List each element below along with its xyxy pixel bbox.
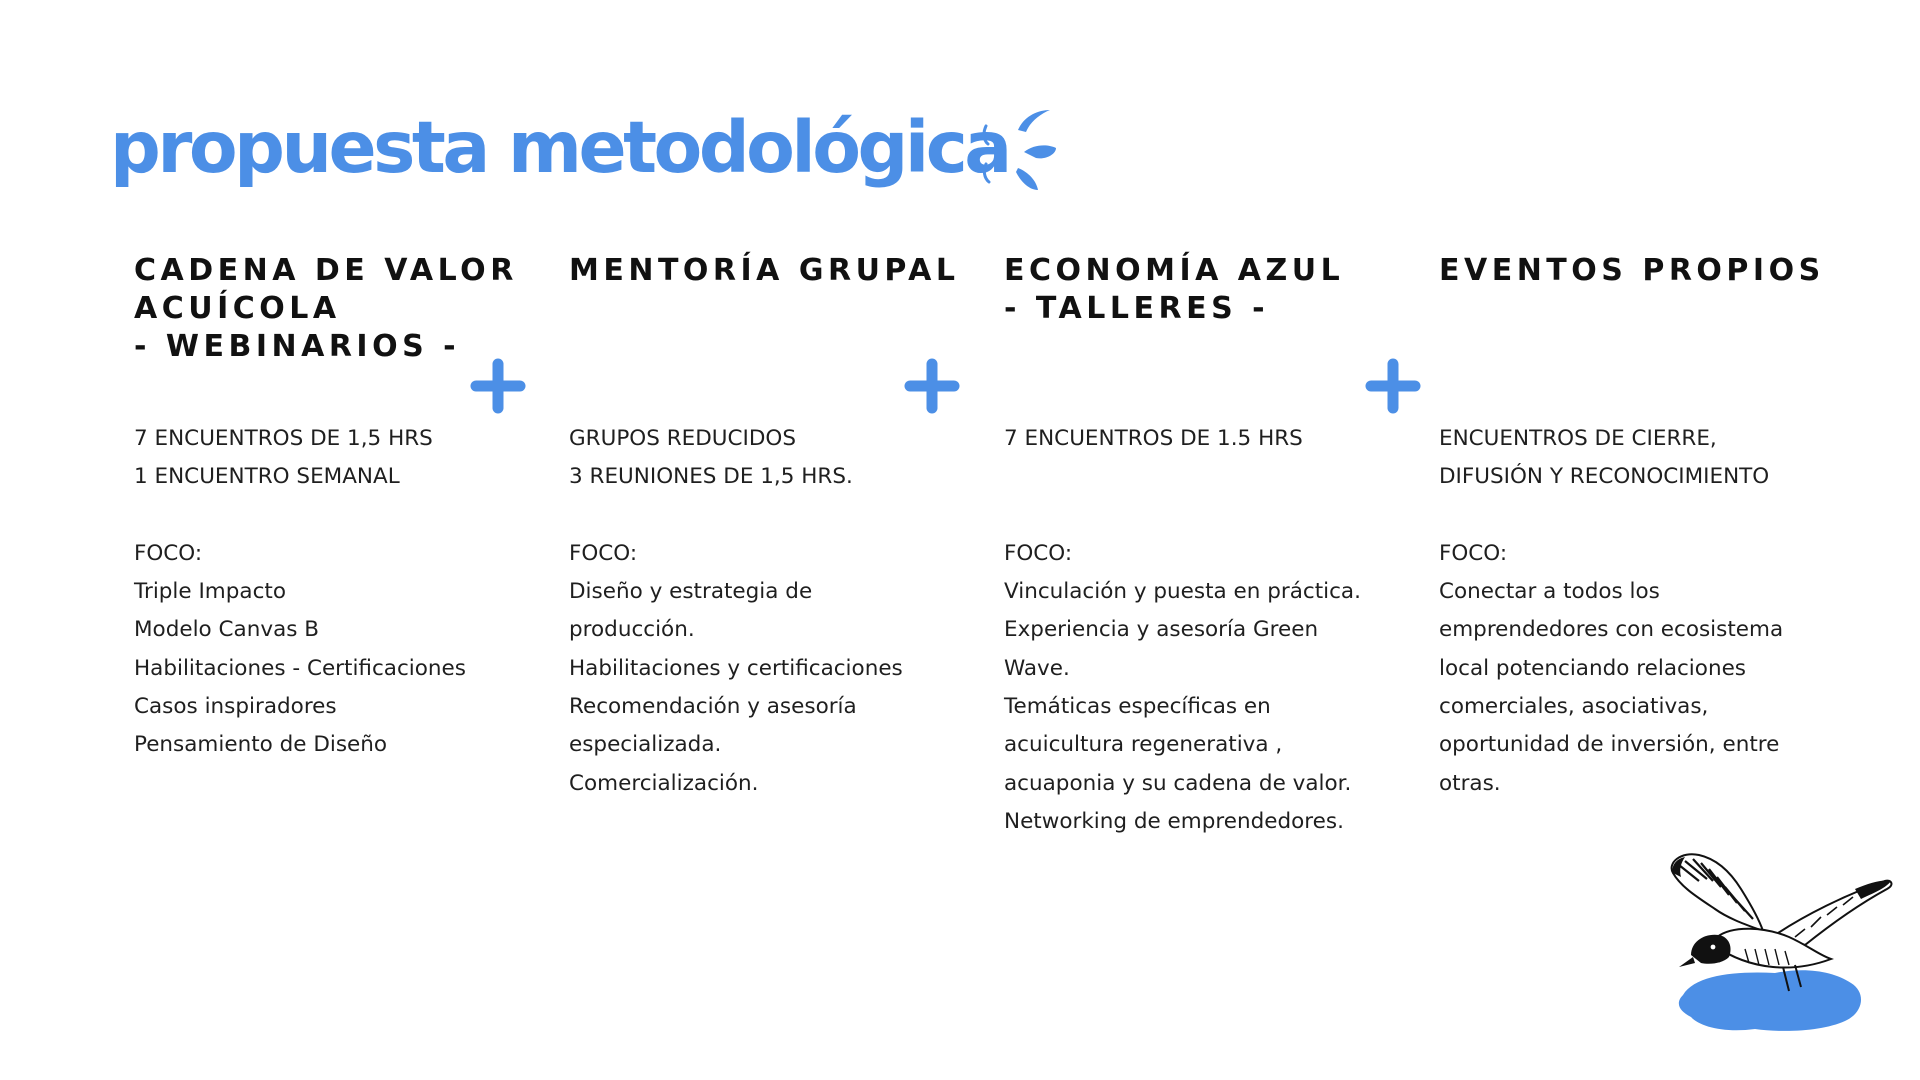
detail-line: GRUPOS REDUCIDOS [569,426,796,451]
focus-item: comerciales, asociativas, [1439,694,1709,720]
focus-label: FOCO: [134,540,203,566]
column-eventos-propios [1439,252,1859,796]
focus-item: Casos inspiradores [134,694,337,720]
column-body [1439,420,1879,803]
focus-item: Conectar a todos los [1439,579,1660,605]
heading-line: ACUÍCOLA [134,291,341,326]
heading-line: EVENTOS PROPIOS [1439,253,1825,288]
detail-line: 7 ENCUENTROS DE 1.5 HRS [1004,426,1303,451]
focus-item: acuicultura regenerativa , [1004,732,1283,758]
focus-item: Modelo Canvas B [134,617,320,643]
column-economia-azul [1004,252,1424,834]
detail-line: 7 ENCUENTROS DE 1,5 HRS [134,426,433,451]
column-body [569,420,1009,803]
heading-line: CADENA DE VALOR [134,253,518,288]
column-heading [1439,252,1859,290]
focus-label: FOCO: [1439,540,1508,566]
focus-item: Recomendación y asesoría [569,694,857,720]
focus-item: otras. [1439,770,1501,796]
focus-item: Temáticas específicas en [1004,694,1271,720]
column-heading [134,252,554,366]
focus-item: local potenciando relaciones [1439,655,1746,681]
detail-line: 1 ENCUENTRO SEMANAL [134,464,400,490]
focus-item: Diseño y estrategia de [569,579,813,605]
column-cadena-de-valor [134,252,554,758]
detail-line: DIFUSIÓN Y RECONOCIMIENTO [1439,464,1770,490]
focus-item: Habilitaciones y certificaciones [569,655,903,681]
focus-item: emprendedores con ecosistema [1439,617,1784,643]
heading-line: MENTORÍA GRUPAL [569,253,960,288]
page-title: propuesta metodológica [110,106,1009,189]
focus-item: Networking de emprendedores. [1004,808,1344,834]
focus-label: FOCO: [1004,540,1073,566]
plus-icon [470,358,526,414]
column-body [134,420,574,765]
detail-line: 3 REUNIONES DE 1,5 HRS. [569,464,853,490]
column-heading [569,252,989,290]
focus-item: especializada. [569,732,722,758]
focus-item: producción. [569,617,695,643]
seagull-illustration [1655,845,1900,1040]
plus-icon [1365,358,1421,414]
focus-item: oportunidad de inversión, entre [1439,732,1780,758]
focus-item: Vinculación y puesta en práctica. [1004,579,1361,605]
water-splash-icon [980,106,1060,196]
detail-line: ENCUENTROS DE CIERRE, [1439,426,1717,451]
focus-item: Experiencia y asesoría Green [1004,617,1319,643]
focus-item: Comercialización. [569,770,759,796]
heading-line: ECONOMÍA AZUL [1004,253,1345,288]
column-heading [1004,252,1424,328]
focus-item: Triple Impacto [134,579,286,605]
focus-item: Wave. [1004,655,1070,681]
focus-item: Pensamiento de Diseño [134,732,388,758]
heading-line: - WEBINARIOS - [134,329,461,364]
focus-label: FOCO: [569,540,638,566]
focus-item: Habilitaciones - Certificaciones [134,655,466,681]
plus-icon [904,358,960,414]
focus-item: acuaponia y su cadena de valor. [1004,770,1352,796]
column-body [1004,420,1444,841]
heading-line: - TALLERES - [1004,291,1270,326]
column-mentoria-grupal [569,252,989,796]
